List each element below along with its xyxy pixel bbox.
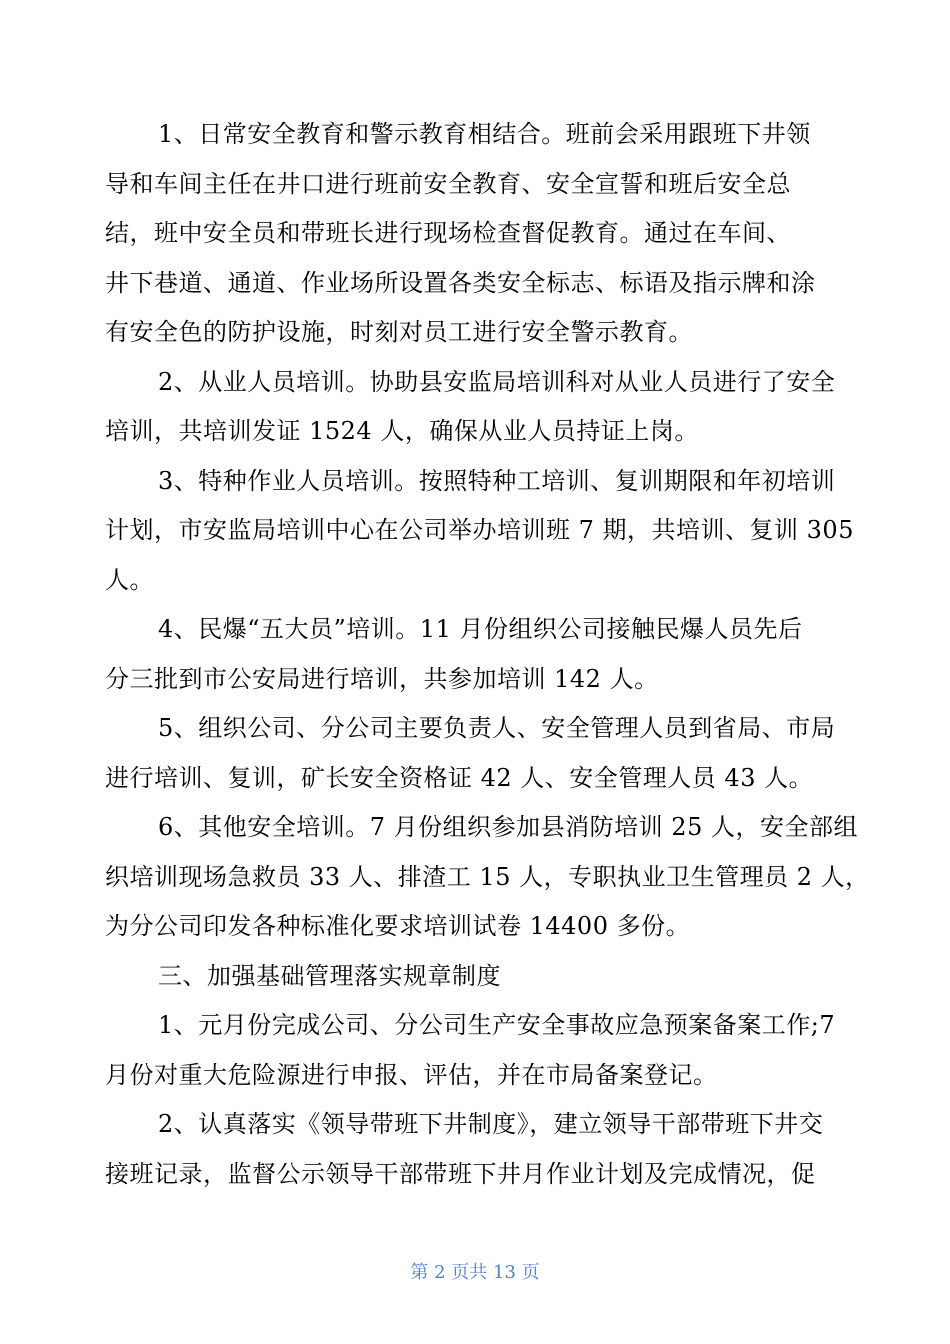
text-line-2: 导和车间主任在井口进行班前安全教育、安全宣誓和班后安全总 <box>105 170 791 198</box>
text-line-8: 3、特种作业人员培训。按照特种工培训、复训期限和年初培训 <box>158 467 836 495</box>
text-line-10: 人。 <box>105 566 154 594</box>
text-line-1: 1、日常安全教育和警示教育相结合。班前会采用跟班下井领 <box>158 120 811 148</box>
text-line-16: 织培训现场急救员 33 人、排渣工 15 人，专职执业卫生管理员 2 人， <box>105 863 870 891</box>
text-line-6: 2、从业人员培训。协助县安监局培训科对从业人员进行了安全 <box>158 368 836 396</box>
text-line-11: 4、民爆“五大员”培训。11 月份组织公司接触民爆人员先后 <box>158 615 803 643</box>
text-line-5: 有安全色的防护设施，时刻对员工进行安全警示教育。 <box>105 318 693 346</box>
text-line-19: 1、元月份完成公司、分公司生产安全事故应急预案备案工作;7 <box>158 1011 836 1039</box>
page-number-footer: 第 2 页共 13 页 <box>410 1262 540 1283</box>
text-line-4: 井下巷道、通道、作业场所设置各类安全标志、标语及指示牌和涂 <box>105 269 816 297</box>
text-line-13: 5、组织公司、分公司主要负责人、安全管理人员到省局、市局 <box>158 714 836 742</box>
text-line-7: 培训，共培训发证 1524 人，确保从业人员持证上岗。 <box>105 417 699 445</box>
section-heading: 三、加强基础管理落实规章制度 <box>158 962 501 990</box>
text-line-14: 进行培训、复训，矿长安全资格证 42 人、安全管理人员 43 人。 <box>105 764 814 792</box>
text-line-17: 为分公司印发各种标准化要求培训试卷 14400 多份。 <box>105 912 691 940</box>
text-line-15: 6、其他安全培训。7 月份组织参加县消防培训 25 人，安全部组 <box>158 813 858 841</box>
text-line-12: 分三批到市公安局进行培训，共参加培训 142 人。 <box>105 665 659 693</box>
text-line-3: 结，班中安全员和带班长进行现场检查督促教育。通过在车间、 <box>105 219 791 247</box>
text-line-21: 2、认真落实《领导带班下井制度》，建立领导干部带班下井交 <box>158 1110 824 1138</box>
text-line-9: 计划，市安监局培训中心在公司举办培训班 7 期，共培训、复训 305 <box>105 516 854 544</box>
text-line-20: 月份对重大危险源进行申报、评估，并在市局备案登记。 <box>105 1061 718 1089</box>
text-line-22: 接班记录，监督公示领导干部带班下井月作业计划及完成情况，促 <box>105 1160 816 1188</box>
